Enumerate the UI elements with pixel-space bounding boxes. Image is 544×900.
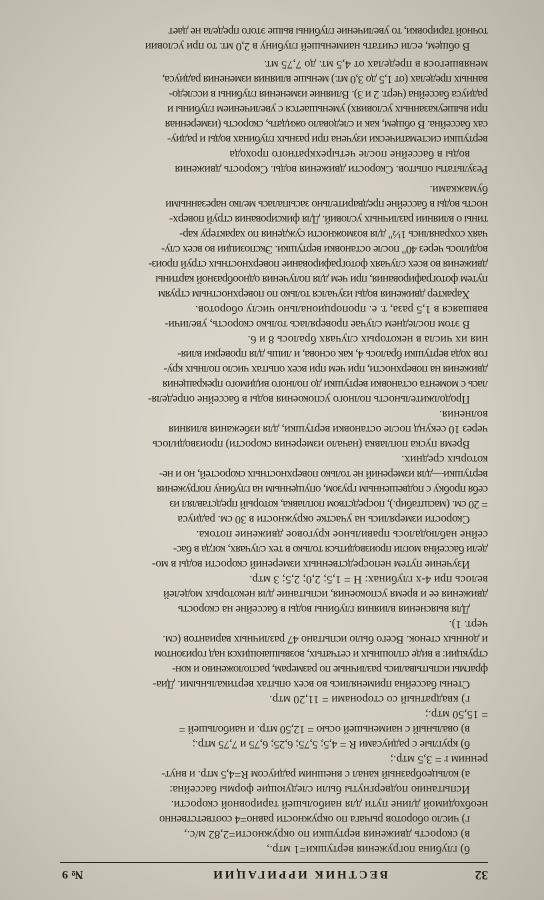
text-line: лась с момента остановки вертушки до полного видимого прекращения — [162, 378, 488, 391]
text-line: Характер движения воды изучался только по поверхностным струям — [158, 288, 470, 301]
text-line: волнения. — [439, 408, 488, 421]
text-line: Изучение путем непосредственных измерений скорости воды в мо- — [152, 558, 470, 571]
text-line: Время пуска поплавка (начало измерения скорости) производилось — [152, 438, 470, 451]
text-line: тины о влиянии различных условий. Для фиксирования струй поверх- — [169, 213, 488, 226]
text-line: дели бассейна могли производиться только в тех случаях, когда в бас- — [173, 543, 488, 556]
text-line: движения ее и время успокоения, испытание для некоторых моделей — [163, 588, 488, 601]
text-line: бумажками. — [429, 183, 488, 196]
text-line: Испытанию подвергнуты были следующие формы бассейна: — [169, 783, 470, 796]
section-heading-line: Результаты опытов. Скорости движения воды. Скорость движения — [175, 163, 488, 176]
text-line: б) глубина погружения вертушки=1 мтр., — [266, 843, 470, 856]
text-line: вавшаяся в 1,5 раза, т. е. пропорционально числу оборотов. — [195, 303, 488, 316]
text-line: в) скорость движения вертушки по окружности=2,82 м/с., — [184, 828, 470, 841]
text-line: ванных пределах (от 1,5 до 3,0 мт.) меньше влияния изменения радиуса, — [162, 73, 488, 86]
text-line: которых средних. — [401, 453, 488, 466]
journal-title: ВЕСТНИК ИРРИГАЦИИ — [211, 868, 388, 882]
text-line: через 10 секунд после остановки вертушки, для избежания влияния — [168, 423, 488, 436]
text-line: водилось через 40" после остановки вертушки. Экспозиции во всех слу- — [161, 243, 488, 256]
issue-number: № 9 — [62, 868, 84, 882]
text-line: вертушки—для измерений не только поверхностных скоростей, но и не- — [159, 468, 488, 481]
text-line: Скорости измерялись на участке окружности в 30 см. радиуса — [177, 513, 470, 526]
text-line: = 20 см. (масштабир.), посредством поплавка, который представлял из — [169, 498, 488, 511]
text-line: воды в бассейне после четырехкратного прохода — [229, 148, 470, 161]
text-line: чаях сохранялись 1½" для возможности суждения по характеру кар- — [179, 228, 488, 241]
text-line: путем фотографирования, при чем для получения однообразной картины — [155, 273, 488, 286]
text-line: Продолжительность полного успокоения воды в бассейне определя- — [148, 393, 470, 406]
text-line: гов хода вертушки бралось 4, как основа, и лишь для проверки влия- — [177, 348, 488, 361]
text-line: г) квадратный со сторонами = 11,20 мтр. — [269, 693, 470, 706]
text-line: фрагмы испытывались различные по размерам, расположению и кон- — [172, 663, 488, 676]
text-line: необходимой длине пути для наибольшей тарировной скорости. — [170, 798, 488, 811]
text-line: ренним r = 3,5 мтр.; — [390, 753, 488, 766]
text-line: ность воды в бассейне предварительно засыпалась мелко нарезанными — [165, 198, 488, 211]
text-line: сах бассейна. В общем, как и следовало ожидать, скорость (измеренная — [165, 118, 488, 131]
page-number: 32 — [475, 868, 488, 883]
text-line: В этом последнем случае проверялась только скорость, увеличи- — [164, 318, 470, 331]
text-line: движения во всех случаях фотографирование поверхностных струй произ- — [148, 258, 488, 271]
text-line: сейне наблюдалось правильное круговое движение потока. — [196, 528, 488, 541]
text-line: В общем, если считать наименьшей глубину в 2,0 мт. то при условии — [145, 40, 470, 53]
text-line: ния их числа в некоторых случаях бралось 8 и 6. — [247, 333, 488, 346]
text-line: при вышеуказанных условиях) уменьшается с увеличением глубины и — [167, 103, 488, 116]
running-header — [60, 862, 488, 883]
text-line: в) овальный с наименьшей осью = 12,50 мтр. и наибольшей = — [179, 723, 470, 736]
text-line: б) круглые с радиусами R = 4,5; 5,75; 6,25; 6,75 и 7,75 мтр.; — [192, 738, 470, 751]
text-line: велось при 4-х глубинах: H = 1,5; 2,0; 2,5; 3 мтр. — [249, 573, 488, 586]
text-line: а) кольцеобразный канал с внешним радиусом R=4,5 мтр. и внут- — [161, 768, 470, 781]
text-line: Для выяснения влияния глубины воды в бассейне на скорость — [178, 603, 470, 616]
text-line: Стены бассейна применялись во всех опытах вертикальными. Диа- — [152, 678, 470, 691]
text-line: точной тарировки, то увеличение глубины выше этого предела не дает — [168, 25, 488, 38]
text-line: и донных стенок. Всего было испытано 47 различных вариантов (см. — [162, 633, 488, 646]
text-line: менявшегося в пределах от 4,5 мт. до 7,75 мт. — [263, 58, 488, 71]
text-line: = 15,50 мтр.; — [425, 708, 488, 721]
text-line: вертушки систематически изучена при разных глубинах воды и радиу- — [167, 133, 488, 146]
text-line: движения на поверхности, при чем при всех опытах число полных кру- — [164, 363, 488, 376]
text-line: себя пробку с подвешенным грузом, опущенным на глубину погружения — [157, 483, 488, 496]
text-line: радиуса бассейна (черт. 2 и 3). Влияние изменения глубины в исследо- — [169, 88, 488, 101]
text-line: черт. 1). — [448, 618, 488, 631]
text-line: струкции: в виде сплошных и сетчатых, возвышающихся над горизонтом — [154, 648, 488, 661]
text-line: г) число оборотов рычага по окружности равно=4 соответственно — [159, 813, 470, 826]
